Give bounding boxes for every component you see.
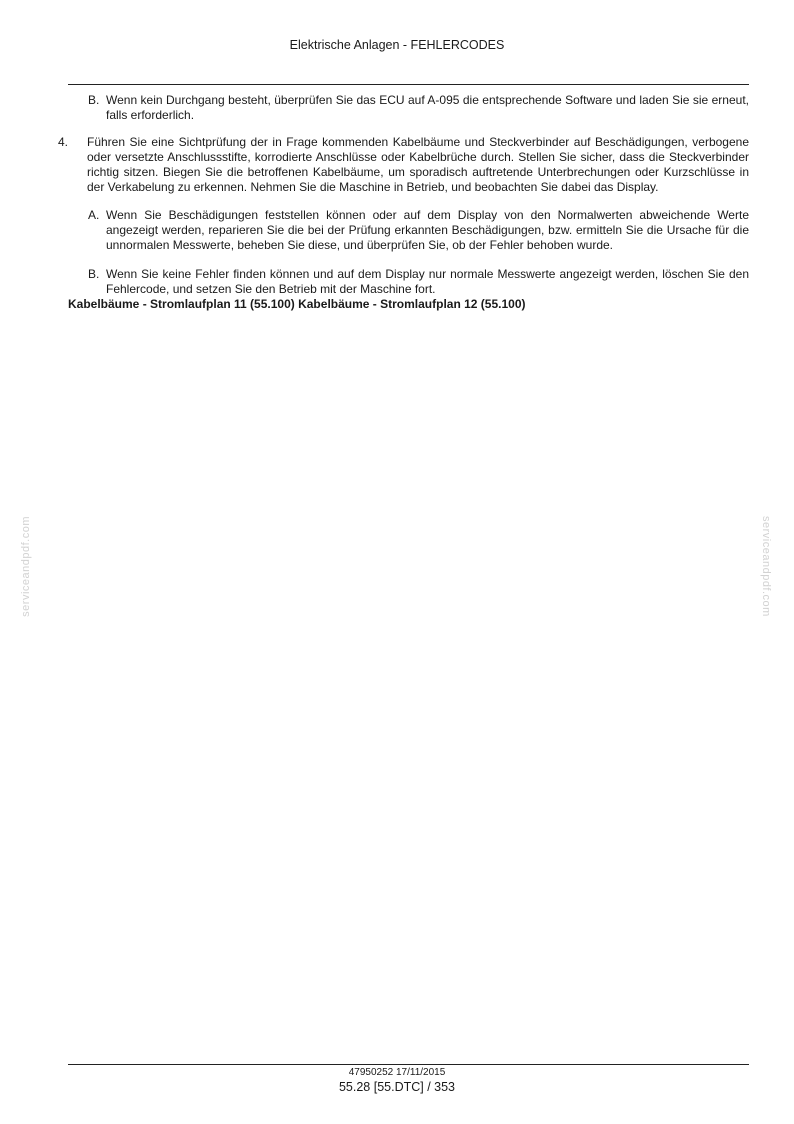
document-body: [58, 93, 749, 312]
watermark-right: serviceandpdf.com: [760, 516, 772, 617]
list-marker: A.: [88, 208, 100, 222]
list-marker: B.: [88, 267, 100, 281]
list-marker: B.: [88, 93, 100, 107]
document-number: 47950252 17/11/2015: [348, 1067, 446, 1078]
list-item: [68, 267, 749, 297]
page-header: Elektrische Anlagen - FEHLERCODES: [289, 38, 505, 52]
list-item-text: Wenn Sie keine Fehler finden können und auf dem Display nur normale Messwerte angezeigt werden, löschen Sie den Fehlercode, und setzen Sie den Betrieb mit der Maschine fort.: [106, 267, 749, 296]
link-wiring-diagram-11[interactable]: Kabelbäume - Stromlaufplan 11 (55.100): [68, 297, 295, 311]
list-item: [68, 93, 749, 123]
list-item-text: Wenn kein Durchgang besteht, überprüfen Sie das ECU auf A-095 die entsprechende Software und laden Sie sie erneut, falls erforderlich.: [106, 93, 749, 122]
link-wiring-diagram-12[interactable]: Kabelbäume - Stromlaufplan 12 (55.100): [298, 297, 526, 311]
watermark-left: serviceandpdf.com: [20, 516, 32, 617]
list-marker: 4.: [58, 135, 69, 149]
cross-reference-links: [68, 297, 749, 312]
footer-divider: [68, 1064, 749, 1065]
list-item-text: Wenn Sie Beschädigungen feststellen können oder auf dem Display von den Normalwerten abweichende Werte angezeigt werden, reparieren Sie die bei der Prüfung erkannten Beschädigungen, bzw. ermitteln Sie die Ursache für die unnormalen Messwerte, beheben Sie diese, und überprüfen Sie, ob der Fehler behoben wurde.: [106, 208, 749, 252]
header-divider: [68, 84, 749, 85]
list-item: [68, 208, 749, 253]
list-item: [58, 135, 749, 195]
list-item-text: Führen Sie eine Sichtprüfung der in Frage kommenden Kabelbäume und Steckverbinder auf Beschädigungen, verbogene oder versetzte Anschlussstifte, korrodierte Anschlüsse oder Kabelbrüche durch. Stellen Sie sicher, dass die Steckverbinder richtig sitzen. Biegen Sie die betroffenen Kabelbäume, um sporadisch auftretende Unterbrechungen oder Kurzschlüsse in der Verkabelung zu erkennen. Nehmen Sie die Maschine in Betrieb, und beobachten Sie dabei das Display.: [87, 135, 749, 194]
page-reference: 55.28 [55.DTC] / 353: [338, 1080, 456, 1094]
